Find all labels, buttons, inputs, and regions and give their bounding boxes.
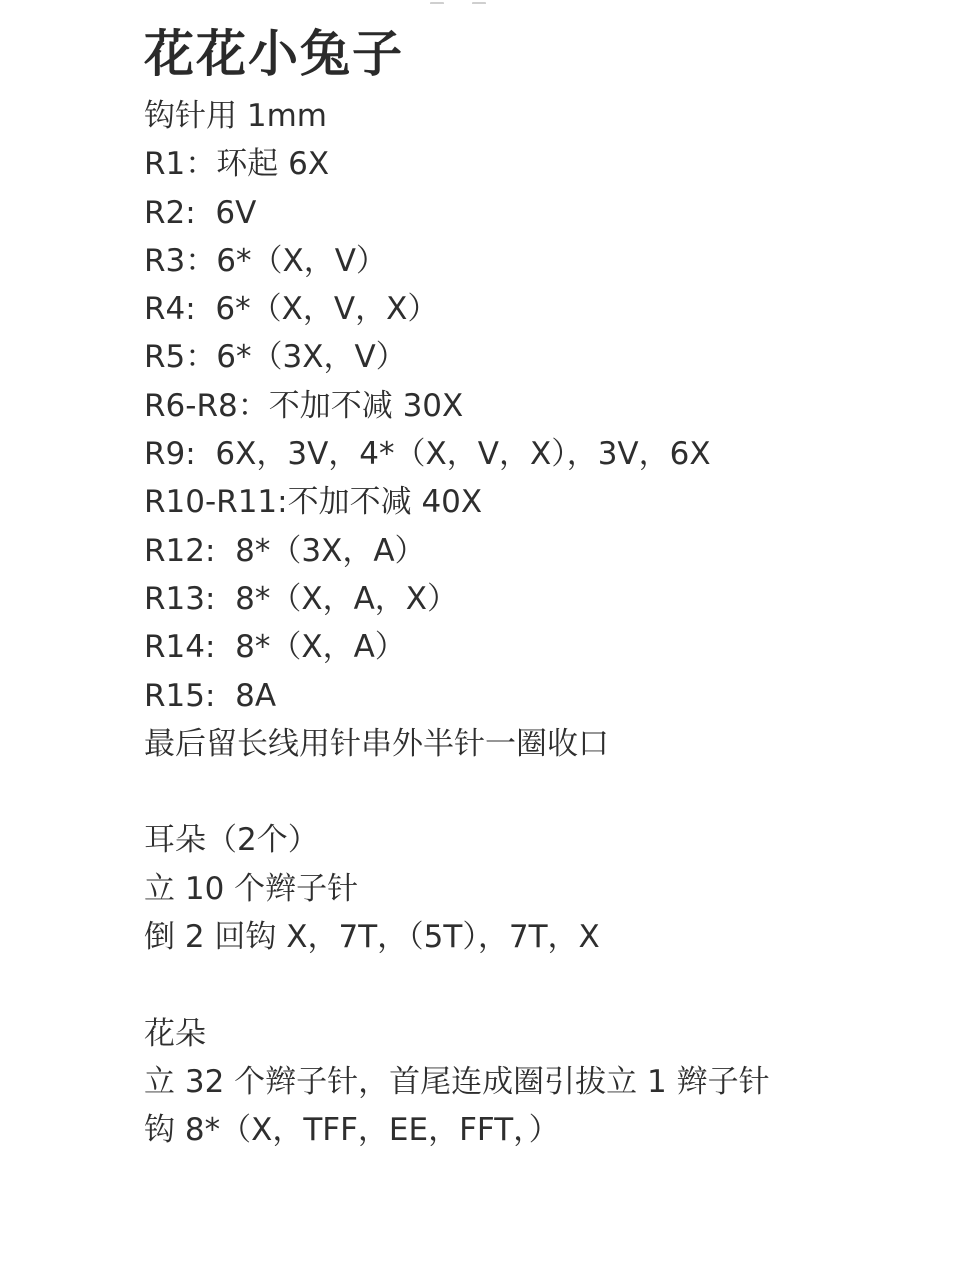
finish-line: 最后留长线用针串外半针一圈收口 — [144, 725, 609, 762]
hook-size-line: 钩针用 1mm — [144, 98, 327, 134]
flower-line: 立 32 个辫子针，首尾连成圈引拔立 1 辫子针 — [144, 1063, 770, 1100]
round-line: R4: 6*（X，V，X） — [144, 291, 439, 328]
round-line: R2: 6V — [144, 194, 257, 231]
round-line: R14: 8*（X，A） — [144, 629, 406, 666]
round-line: R12: 8*（3X，A） — [144, 532, 426, 569]
ears-heading: 耳朵（2个） — [144, 822, 319, 859]
round-line: R3：6*（X，V） — [144, 242, 387, 279]
flower-line: 钩 8*（X，TFF，EE，FFT，） — [144, 1112, 560, 1149]
note-title: 花花小兔子 — [144, 25, 404, 83]
flower-heading: 花朵 — [144, 1015, 206, 1052]
round-line: R6-R8：不加不减 30X — [144, 387, 464, 424]
ears-line: 立 10 个辫子针 — [144, 870, 359, 907]
round-line: R1：环起 6X — [144, 146, 330, 183]
note-content — [144, 22, 924, 1155]
paragraph-spacer — [144, 768, 924, 816]
round-line: R5：6*（3X，V） — [144, 339, 407, 376]
ears-line: 倒 2 回钩 X，7T，（5T），7T，X — [144, 919, 600, 956]
round-line: R13: 8*（X，A，X） — [144, 580, 459, 617]
round-line: R9: 6X，3V，4*（X，V，X），3V，6X — [144, 436, 711, 473]
paragraph-spacer — [144, 961, 924, 1009]
round-line: R15: 8A — [144, 677, 277, 714]
round-line: R10-R11:不加不减 40X — [144, 484, 483, 521]
cropped-top-text — [430, 0, 550, 4]
